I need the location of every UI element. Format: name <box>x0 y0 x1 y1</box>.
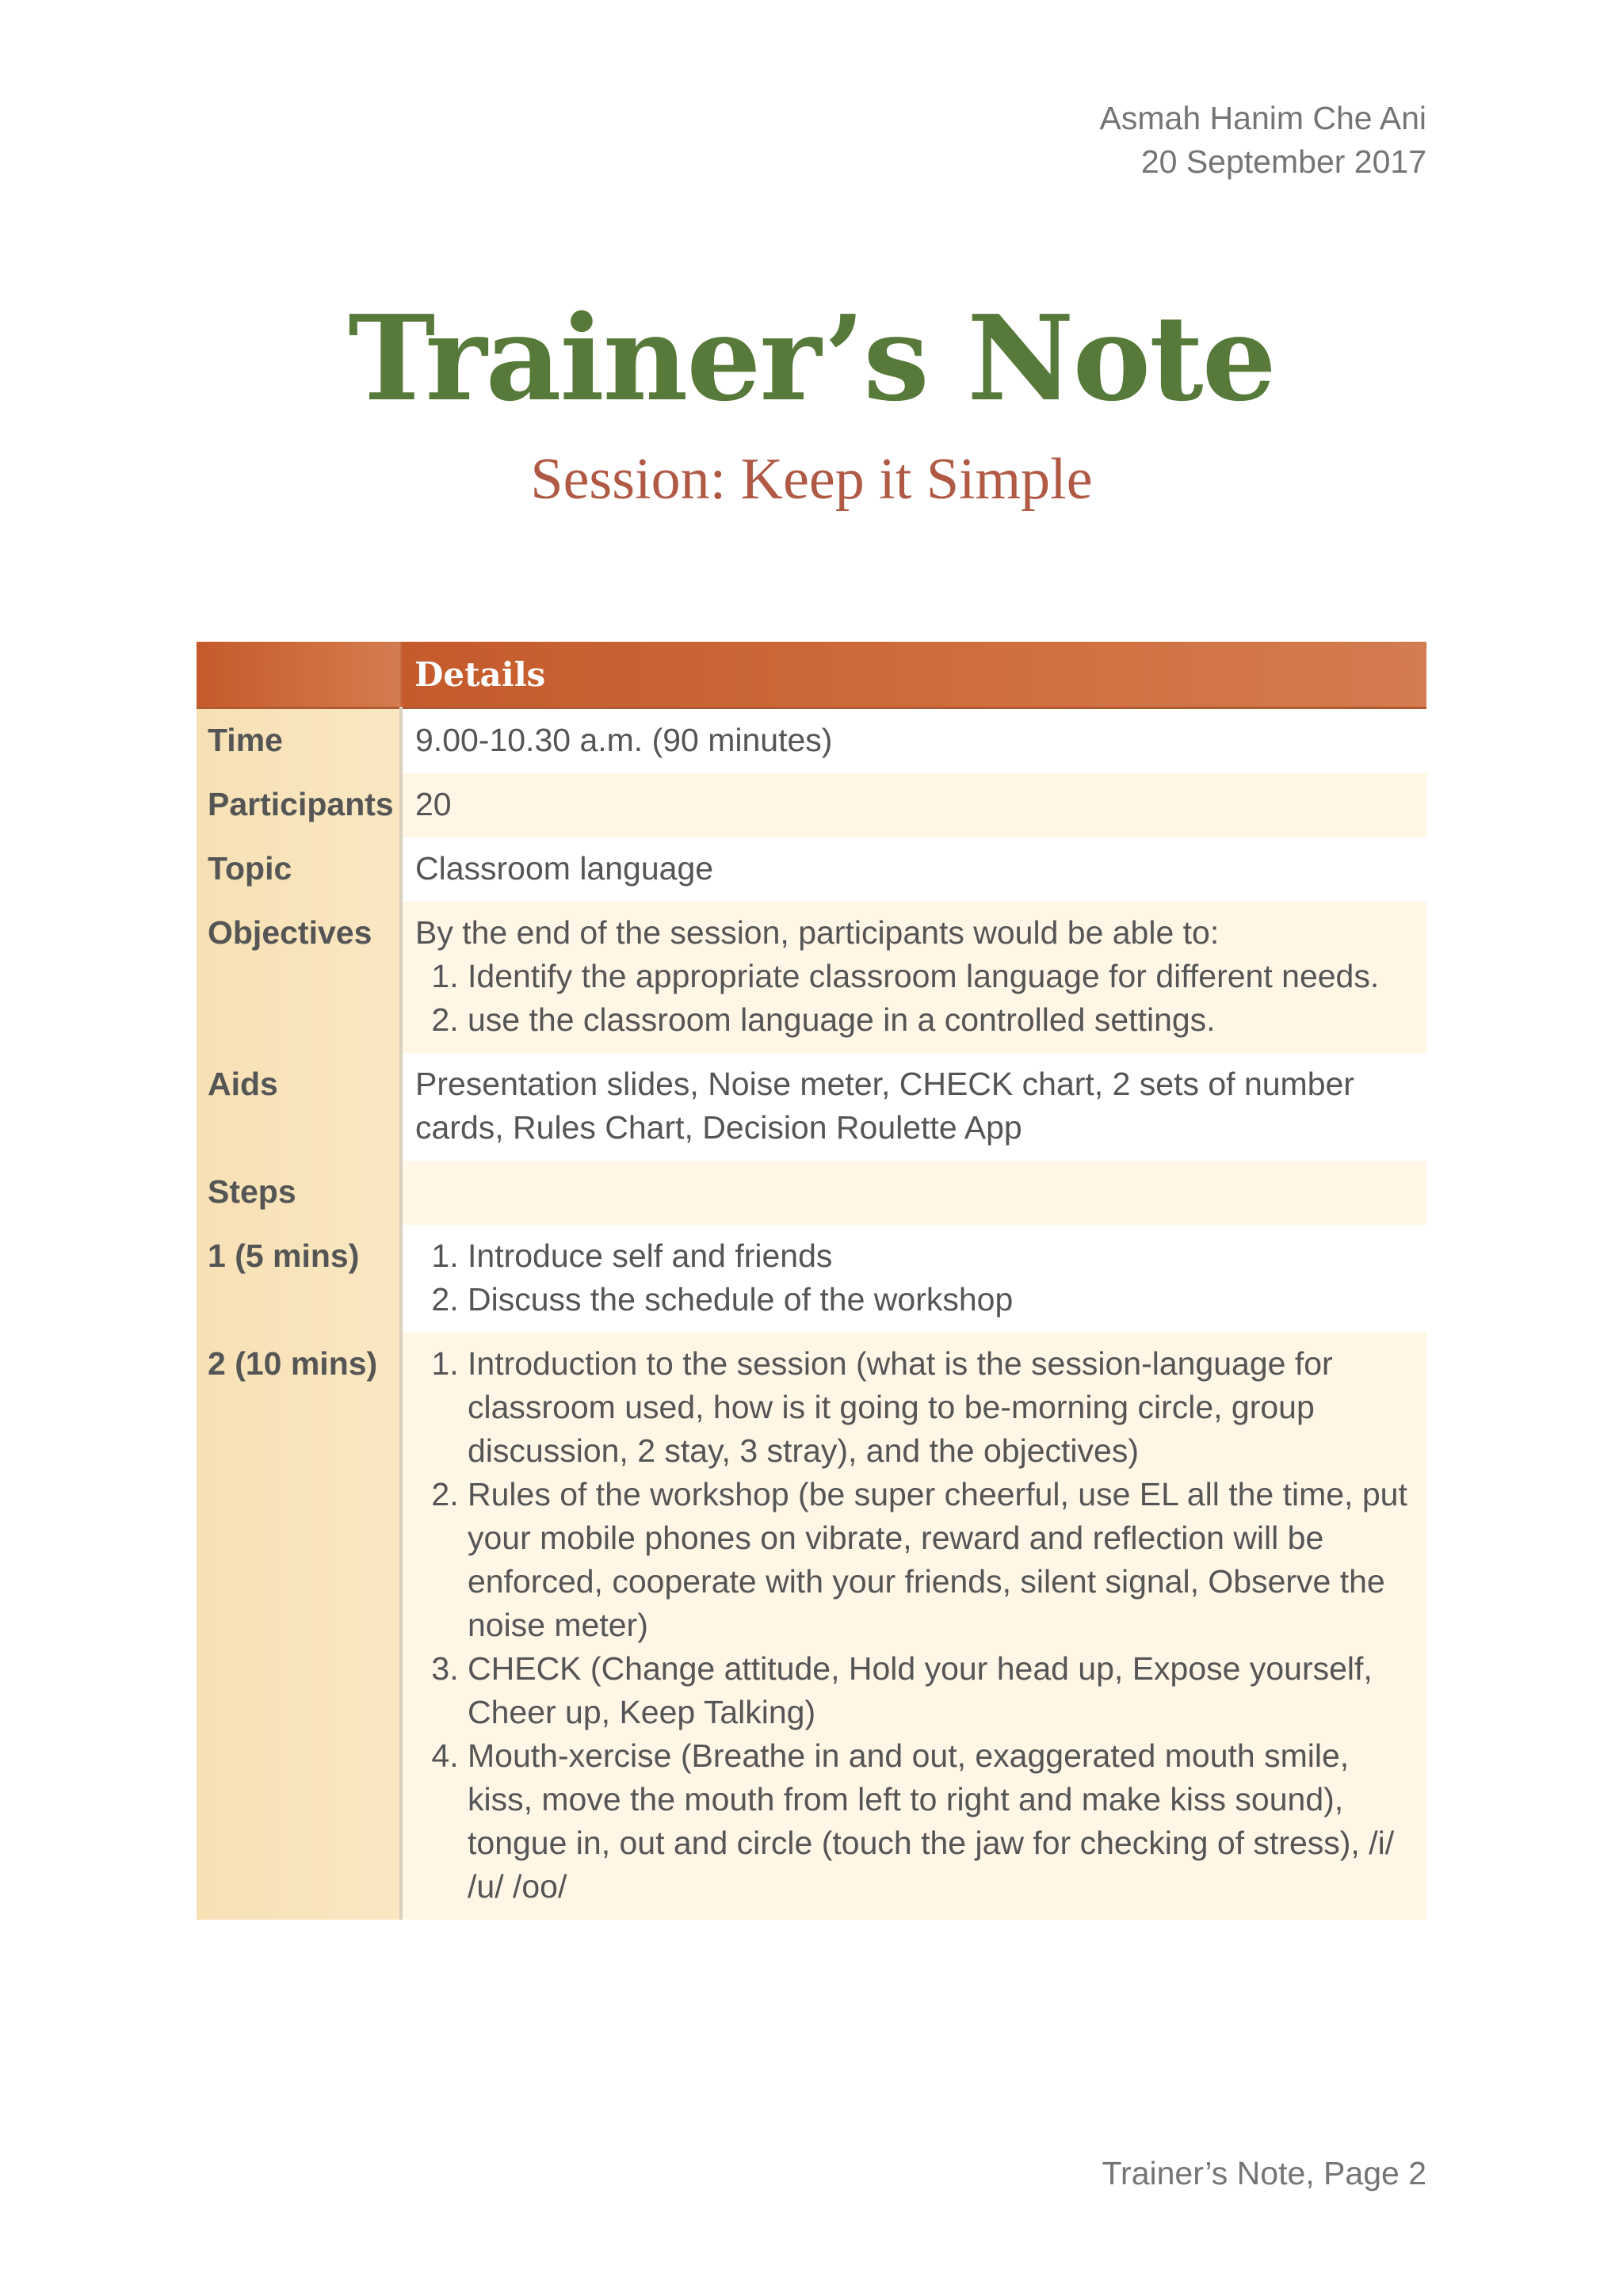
objectives-intro: By the end of the session, participants would be able to: <box>415 914 1220 951</box>
table-row-participants <box>197 773 1426 837</box>
page-subtitle: Session: Keep it Simple <box>530 447 1093 512</box>
list-item: 2. use the classroom language in a controlled settings. <box>468 998 1415 1042</box>
row-value <box>401 902 1426 1053</box>
table-row-time <box>197 708 1426 774</box>
list-item: 2. Rules of the workshop (be super cheerful, use EL all the time, put your mobile phones on vibrate, reward and reflection will be enforced, cooperate with your friends, silent signal, Observe the noise meter) <box>468 1473 1415 1647</box>
table-row-step-1 <box>197 1225 1426 1333</box>
page-footer: Trainer’s Note, Page 2 <box>1102 2155 1426 2191</box>
table-row-steps <box>197 1161 1426 1225</box>
row-value <box>401 1333 1426 1920</box>
table-row-step-2 <box>197 1333 1426 1920</box>
row-label: Objectives <box>197 902 401 1053</box>
table-row-topic <box>197 837 1426 902</box>
table-header-details: Details <box>401 642 1426 708</box>
row-value <box>401 1225 1426 1333</box>
author-name: Asmah Hanim Che Ani <box>1099 100 1426 136</box>
row-label: 1 (5 mins) <box>197 1225 401 1333</box>
row-value: 9.00-10.30 a.m. (90 minutes) <box>401 708 1426 774</box>
list-item: 1. Introduction to the session (what is the session-language for classroom used, how is it going to be-morning circle, group discussion, 2 stay, 3 stray), and the objectives) <box>468 1342 1415 1473</box>
list-item: 3. CHECK (Change attitude, Hold your head up, Expose yourself, Cheer up, Keep Talking) <box>468 1647 1415 1734</box>
list-item: 2. Discuss the schedule of the workshop <box>468 1278 1415 1322</box>
row-label: Steps <box>197 1161 401 1225</box>
list-item: 4. Mouth-xercise (Breathe in and out, exaggerated mouth smile, kiss, move the mouth from left to right and make kiss sound), tongue in, out and circle (touch the jaw for checking of stress), /i/ /u/ /oo/ <box>468 1734 1415 1909</box>
step-2-list <box>415 1342 1415 1909</box>
row-label: Aids <box>197 1053 401 1161</box>
table-row-objectives <box>197 902 1426 1053</box>
table-header-empty-cell <box>197 642 401 708</box>
step-1-list <box>415 1234 1415 1322</box>
row-label: 2 (10 mins) <box>197 1333 401 1920</box>
row-value: Presentation slides, Noise meter, CHECK chart, 2 sets of number cards, Rules Chart, Decision Roulette App <box>401 1053 1426 1161</box>
document-header <box>1100 97 1426 184</box>
objectives-list <box>415 955 1415 1042</box>
row-label: Topic <box>197 837 401 902</box>
row-label: Participants <box>197 773 401 837</box>
list-item: 1. Identify the appropriate classroom language for different needs. <box>468 955 1415 998</box>
document-date: 20 September 2017 <box>1140 143 1426 180</box>
row-label: Time <box>197 708 401 774</box>
row-value: Classroom language <box>401 837 1426 902</box>
list-item: 1. Introduce self and friends <box>468 1234 1415 1278</box>
table-row-aids <box>197 1053 1426 1161</box>
page-title: Trainer’s Note <box>348 289 1275 427</box>
table-header-row <box>197 642 1426 708</box>
row-value <box>401 1161 1426 1225</box>
row-value: 20 <box>401 773 1426 837</box>
details-table <box>197 642 1426 1920</box>
